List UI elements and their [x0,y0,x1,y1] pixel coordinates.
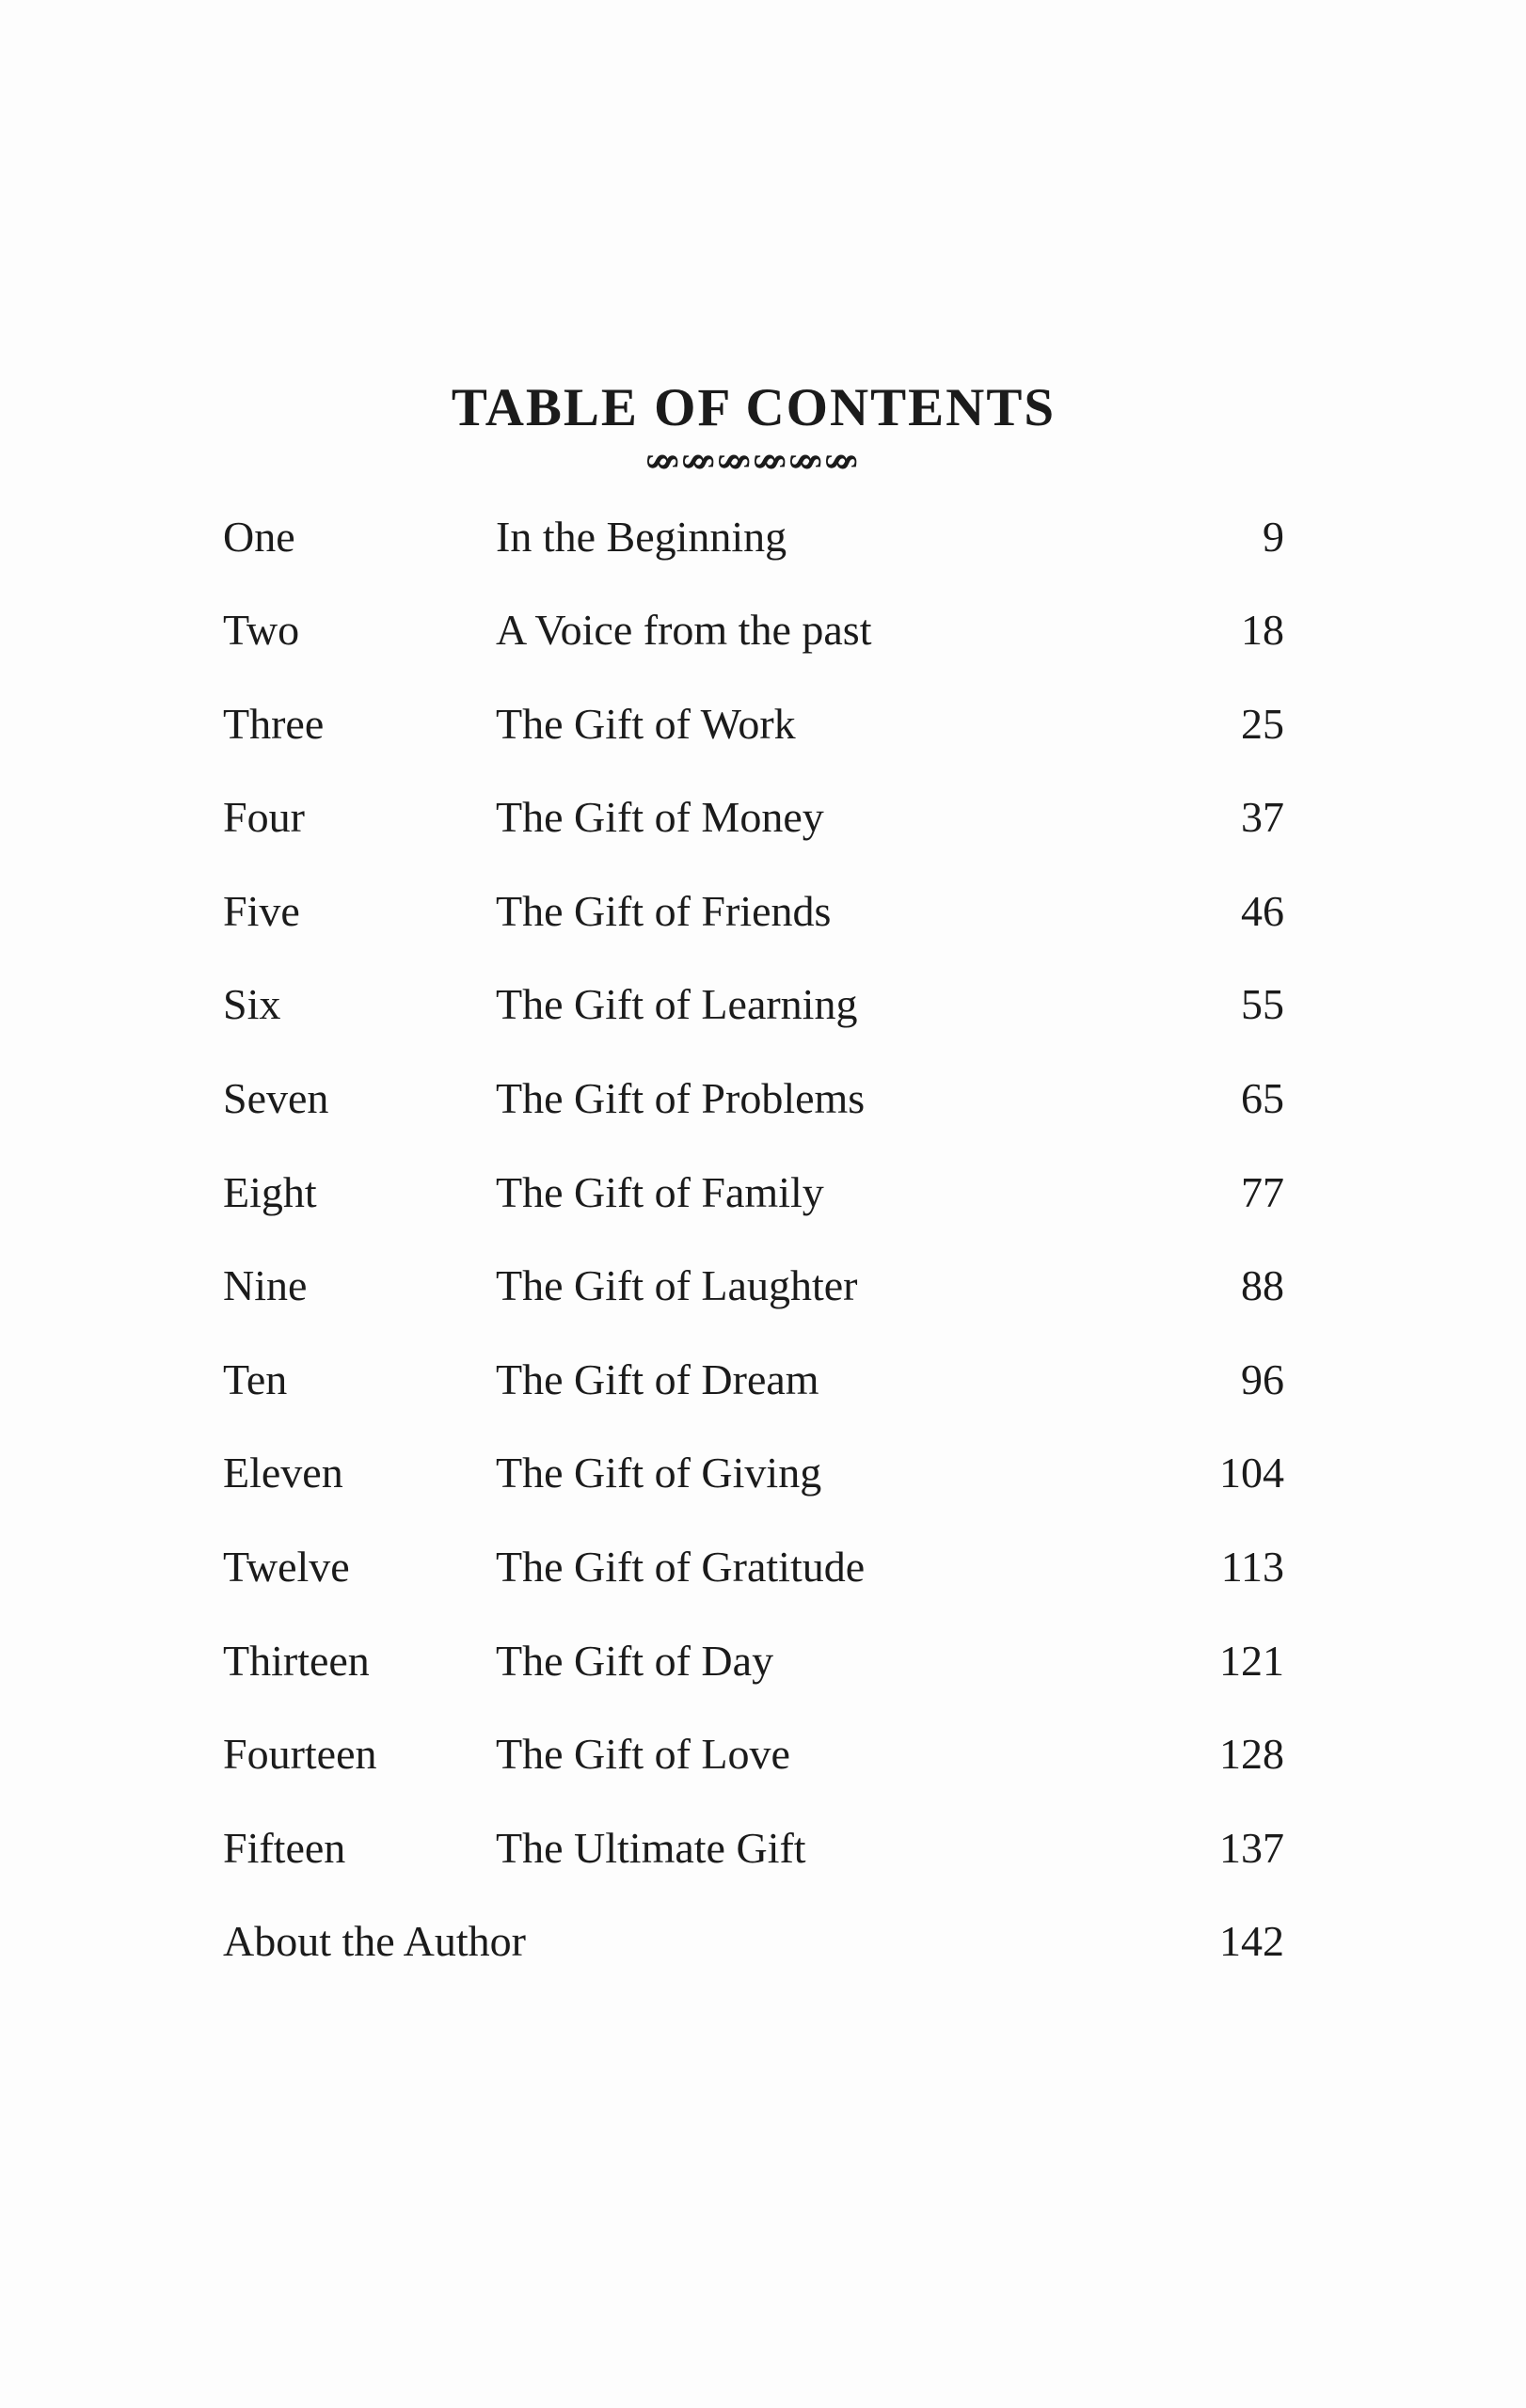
chapter-number: Five [223,886,300,935]
page-number: 142 [1219,1917,1284,1966]
toc-row [223,1146,1284,1240]
page-number: 96 [1241,1354,1284,1403]
chapter-title: The Gift of Day [496,1636,774,1685]
swash-ornament-icon: § [822,452,865,471]
about-author-label: About the Author [223,1917,526,1966]
page-number: 128 [1219,1730,1284,1779]
page-number: 113 [1220,1543,1284,1592]
chapter-title: In the Beginning [496,512,787,561]
page-number: 25 [1241,699,1284,748]
chapter-title: The Gift of Problems [496,1074,866,1123]
toc-row-about-the-author [223,1895,1284,1989]
toc-row [223,1801,1284,1895]
chapter-title: The Gift of Money [496,793,824,842]
chapter-number: Two [223,606,300,655]
swash-ornament-icon: § [644,452,686,471]
toc-row [223,490,1284,584]
chapter-title: The Gift of Dream [496,1354,819,1403]
chapter-title: The Gift of Laughter [496,1261,858,1310]
page-number: 46 [1241,886,1284,935]
toc-row [223,1427,1284,1521]
toc-row [223,1333,1284,1427]
chapter-number: Eight [223,1167,317,1216]
chapter-number: Three [223,699,325,748]
toc-row [223,1521,1284,1615]
toc-row [223,1614,1284,1708]
chapter-title: A Voice from the past [496,606,872,655]
page-number: 104 [1219,1449,1284,1497]
chapter-number: Thirteen [223,1636,370,1685]
toc-list [223,490,1284,1989]
chapter-title: The Ultimate Gift [496,1823,806,1872]
swash-ornament-icon: § [679,452,722,471]
page-number: 88 [1241,1261,1284,1310]
swash-ornament-icon: § [787,452,829,471]
toc-row [223,1240,1284,1334]
swash-ornament-icon: § [715,452,757,471]
chapter-title: The Gift of Giving [496,1449,822,1497]
chapter-number: Seven [223,1074,329,1123]
toc-row [223,677,1284,771]
chapter-number: Ten [223,1354,288,1403]
toc-row [223,771,1284,865]
page-number: 55 [1241,980,1284,1029]
chapter-number: Twelve [223,1543,350,1592]
page-number: 9 [1263,512,1284,561]
chapter-number: Fifteen [223,1823,346,1872]
chapter-number: Four [223,793,305,842]
toc-row [223,864,1284,958]
chapter-title: The Gift of Friends [496,886,832,935]
toc-row [223,1053,1284,1147]
toc-content [223,0,1284,2408]
chapter-number: Nine [223,1261,308,1310]
page-number: 18 [1241,606,1284,655]
toc-row [223,958,1284,1053]
chapter-title: The Gift of Work [496,699,796,748]
page-number: 37 [1241,793,1284,842]
chapter-title: The Gift of Learning [496,980,858,1029]
chapter-number: Eleven [223,1449,343,1497]
chapter-title: The Gift of Love [496,1730,790,1779]
chapter-number: One [223,512,295,561]
swash-ornament-icon: § [751,452,793,471]
chapter-title: The Gift of Gratitude [496,1543,866,1592]
toc-row [223,1708,1284,1802]
toc-row [223,584,1284,678]
page-title: TABLE OF CONTENTS [451,378,1057,437]
chapter-number: Six [223,980,281,1029]
page-number: 121 [1219,1636,1284,1685]
page-number: 77 [1241,1167,1284,1216]
page-number: 137 [1219,1823,1284,1872]
page-number: 65 [1241,1074,1284,1123]
chapter-number: Fourteen [223,1730,377,1779]
chapter-title: The Gift of Family [496,1167,824,1216]
